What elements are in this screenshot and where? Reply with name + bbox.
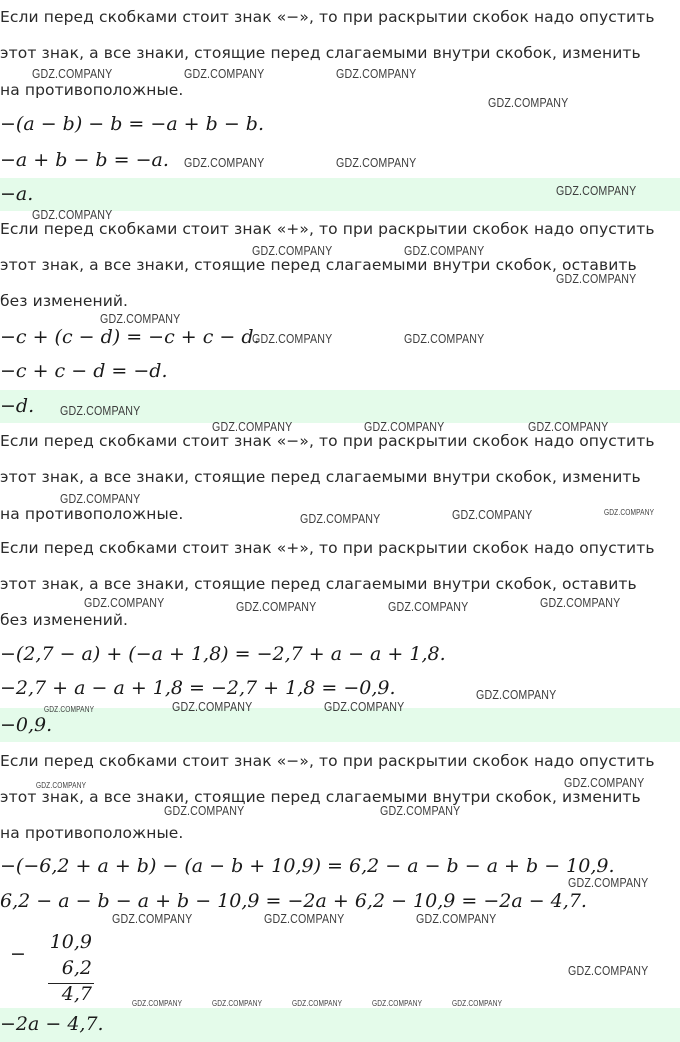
column-result: 4,7	[61, 983, 92, 1005]
watermark: GDZ.COMPANY	[604, 508, 655, 517]
rule-text-line: Если перед скобками стоит знак «−», то при раскрытии скобок надо опустить	[0, 432, 655, 450]
rule-text-line: без изменений.	[0, 611, 129, 629]
watermark: GDZ.COMPANY	[416, 911, 497, 926]
watermark: GDZ.COMPANY	[44, 705, 95, 714]
watermark: GDZ.COMPANY	[476, 687, 557, 702]
watermark: GDZ.COMPANY	[556, 183, 637, 198]
rule-text-line: этот знак, а все знаки, стоящие перед слагаемыми внутри скобок, изменить	[0, 44, 641, 62]
watermark: GDZ.COMPANY	[184, 155, 265, 170]
rule-text-line: Если перед скобками стоит знак «+», то при раскрытии скобок надо опустить	[0, 539, 655, 557]
rule-text-line: этот знак, а все знаки, стоящие перед слагаемыми внутри скобок, изменить	[0, 468, 641, 486]
math-line: −c + c − d = −d.	[0, 360, 168, 382]
rule-text-line: Если перед скобками стоит знак «−», то при раскрытии скобок надо опустить	[0, 8, 655, 26]
watermark: GDZ.COMPANY	[488, 95, 569, 110]
math-line: −(a − b) − b = −a + b − b.	[0, 113, 265, 135]
watermark: GDZ.COMPANY	[528, 419, 609, 434]
watermark: GDZ.COMPANY	[336, 66, 417, 81]
watermark: GDZ.COMPANY	[568, 875, 649, 890]
watermark: GDZ.COMPANY	[380, 803, 461, 818]
answer-text: −d.	[0, 395, 35, 417]
watermark: GDZ.COMPANY	[292, 999, 343, 1008]
watermark: GDZ.COMPANY	[252, 243, 333, 258]
watermark: GDZ.COMPANY	[132, 999, 183, 1008]
column-minus-sign: −	[10, 943, 26, 965]
watermark: GDZ.COMPANY	[60, 403, 141, 418]
watermark: GDZ.COMPANY	[540, 595, 621, 610]
math-line: −2,7 + a − a + 1,8 = −2,7 + 1,8 = −0,9.	[0, 677, 396, 699]
watermark: GDZ.COMPANY	[568, 963, 649, 978]
watermark: GDZ.COMPANY	[336, 155, 417, 170]
watermark: GDZ.COMPANY	[556, 271, 637, 286]
watermark: GDZ.COMPANY	[184, 66, 265, 81]
rule-text-line: этот знак, а все знаки, стоящие перед слагаемыми внутри скобок, оставить	[0, 256, 637, 274]
watermark: GDZ.COMPANY	[212, 419, 293, 434]
math-line: −a + b − b = −a.	[0, 149, 169, 171]
answer-text: −a.	[0, 183, 34, 205]
math-line: −(2,7 − a) + (−a + 1,8) = −2,7 + a − a + 1,8.	[0, 643, 446, 665]
rule-text-line: на противоположные.	[0, 824, 184, 842]
watermark: GDZ.COMPANY	[32, 207, 113, 222]
rule-text-line: этот знак, а все знаки, стоящие перед слагаемыми внутри скобок, оставить	[0, 575, 637, 593]
rule-text-line: этот знак, а все знаки, стоящие перед слагаемыми внутри скобок, изменить	[0, 788, 641, 806]
watermark: GDZ.COMPANY	[100, 311, 181, 326]
watermark: GDZ.COMPANY	[172, 699, 253, 714]
watermark: GDZ.COMPANY	[452, 507, 533, 522]
watermark: GDZ.COMPANY	[388, 599, 469, 614]
math-line: −c + (c − d) = −c + c − d.	[0, 326, 260, 348]
answer-text: −0,9.	[0, 714, 53, 736]
answer-text: −2a − 4,7.	[0, 1013, 104, 1035]
watermark: GDZ.COMPANY	[404, 331, 485, 346]
watermark: GDZ.COMPANY	[36, 781, 87, 790]
column-minuend: 10,9	[49, 931, 92, 953]
watermark: GDZ.COMPANY	[32, 66, 113, 81]
watermark: GDZ.COMPANY	[60, 491, 141, 506]
watermark: GDZ.COMPANY	[372, 999, 423, 1008]
rule-text-line: на противоположные.	[0, 81, 184, 99]
watermark: GDZ.COMPANY	[236, 599, 317, 614]
watermark: GDZ.COMPANY	[252, 331, 333, 346]
watermark: GDZ.COMPANY	[84, 595, 165, 610]
watermark: GDZ.COMPANY	[404, 243, 485, 258]
watermark: GDZ.COMPANY	[300, 511, 381, 526]
math-line: 6,2 − a − b − a + b − 10,9 = −2a + 6,2 − 10,9 = −2a − 4,7.	[0, 890, 587, 912]
watermark: GDZ.COMPANY	[452, 999, 503, 1008]
watermark: GDZ.COMPANY	[264, 911, 345, 926]
rule-text-line: Если перед скобками стоит знак «+», то при раскрытии скобок надо опустить	[0, 220, 655, 238]
watermark: GDZ.COMPANY	[564, 775, 645, 790]
math-line: −(−6,2 + a + b) − (a − b + 10,9) = 6,2 − a − b − a + b − 10,9.	[0, 855, 615, 877]
watermark: GDZ.COMPANY	[324, 699, 405, 714]
column-subtrahend: 6,2	[61, 957, 92, 979]
watermark: GDZ.COMPANY	[364, 419, 445, 434]
answer-highlight	[0, 1008, 680, 1042]
watermark: GDZ.COMPANY	[164, 803, 245, 818]
rule-text-line: без изменений.	[0, 292, 129, 310]
rule-text-line: Если перед скобками стоит знак «−», то при раскрытии скобок надо опустить	[0, 752, 655, 770]
watermark: GDZ.COMPANY	[112, 911, 193, 926]
watermark: GDZ.COMPANY	[212, 999, 263, 1008]
rule-text-line: на противоположные.	[0, 505, 184, 523]
